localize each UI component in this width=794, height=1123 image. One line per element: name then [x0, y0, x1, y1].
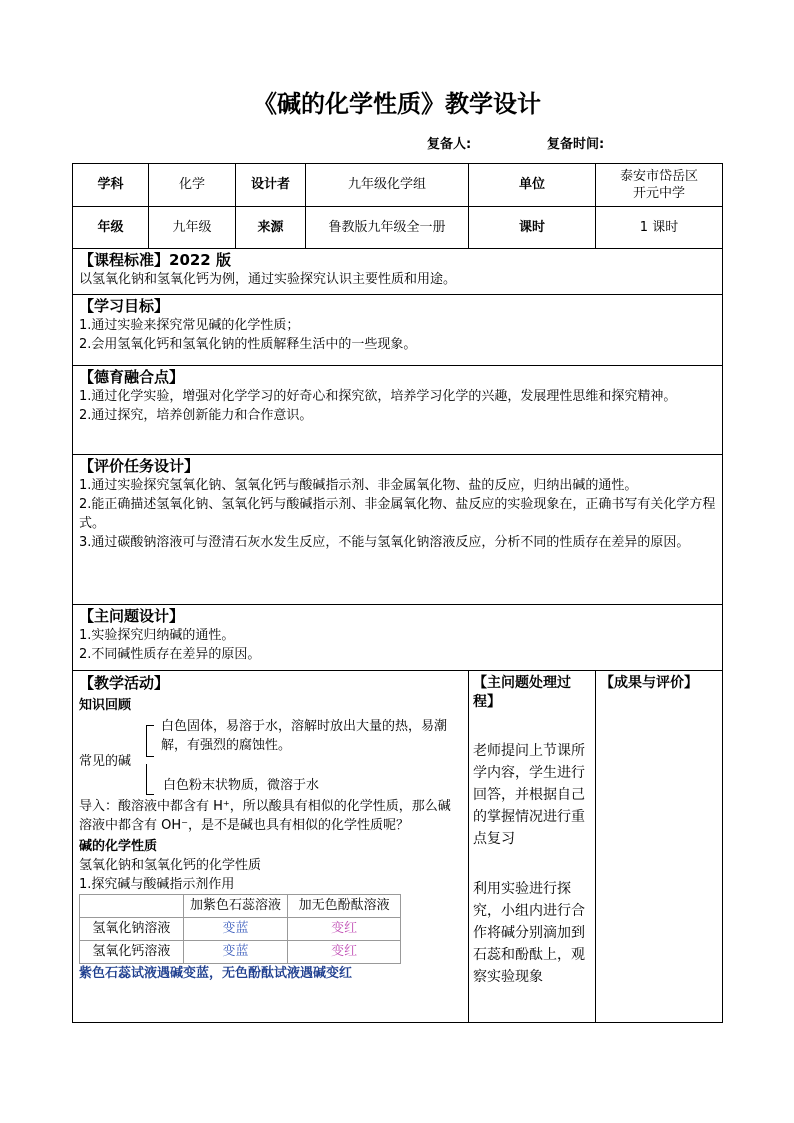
intro-text: 导入：酸溶液中都含有 H⁺，所以酸具有相似的化学性质，那么碱溶液中都含有 OH⁻，是不是碱也具有相似的化学性质呢？: [79, 799, 451, 833]
naoh-description: 白色固体，易溶于水，溶解时放出大量的热，易潮解，有强烈的腐蚀性。: [161, 719, 448, 753]
source-value: 鲁教版九年级全一册: [306, 207, 469, 249]
evaluation-item: 1.通过实验探究氢氧化钠、氢氧化钙与酸碱指示剂、非金属氧化物、盐的反应，归纳出碱的通性。: [79, 478, 638, 493]
indicator-result-table: [79, 894, 401, 964]
result-cell: [596, 671, 723, 1023]
preparer-label: 复备人:: [427, 137, 472, 152]
moral-item: 1.通过化学实验，增强对化学学习的好奇心和探究欲，培养学习化学的兴趣，发展理性思维和探究精神。: [79, 389, 677, 404]
moral-education-section: [73, 366, 723, 455]
moral-item: 2.通过探究，培养创新能力和合作意识。: [79, 408, 313, 423]
designer-label: 设计者: [236, 164, 306, 207]
course-standard-text: 以氢氧化钠和氢氧化钙为例，通过实验探究认识主要性质和用途。: [79, 272, 457, 287]
grade-label: 年级: [73, 207, 149, 249]
review-title: 知识回顾: [79, 698, 132, 713]
phenolphthalein-result: 变红: [288, 918, 401, 941]
source-label: 来源: [236, 207, 306, 249]
common-base-label: 常见的碱: [79, 754, 132, 769]
litmus-result: 变蓝: [183, 941, 288, 964]
main-question-heading: 【主问题设计】: [79, 607, 185, 625]
props-title: 碱的化学性质: [79, 839, 158, 854]
teaching-activity-cell: [73, 671, 469, 1023]
moral-education-heading: 【德育融合点】: [79, 368, 185, 386]
caoh-description: 白色粉末状物质，微溶于水: [163, 778, 320, 793]
lesson-plan-table: [72, 163, 723, 1023]
subject-label: 学科: [73, 164, 149, 207]
base-overview: [73, 717, 468, 797]
course-standard-heading: 【课程标准】2022 版: [79, 251, 231, 269]
learning-goals-section: [73, 295, 723, 366]
question-item: 1.实验探究归纳碱的通性。: [79, 628, 235, 643]
process-experiment-text: 利用实验进行探究，小组内进行合作将碱分别滴加到石蕊和酚酞上，观察实验现象: [473, 881, 585, 985]
process-cell: [469, 671, 596, 1023]
phenolphthalein-result: 变红: [288, 941, 401, 964]
teaching-activity-heading: 【教学活动】: [79, 674, 170, 692]
litmus-result: 变蓝: [183, 918, 288, 941]
goal-item: 1.通过实验来探究常见碱的化学性质；: [79, 318, 300, 333]
learning-goals-heading: 【学习目标】: [79, 297, 170, 315]
question-item: 2.不同碱性质存在差异的原因。: [79, 647, 261, 662]
result-heading: 【成果与评价】: [600, 675, 698, 691]
prep-time-label: 复备时间:: [547, 137, 605, 152]
process-review-text: 老师提问上节课所学内容，学生进行回答，并根据自己的掌握情况进行重点复习: [473, 743, 585, 847]
indicator-row-label: 氢氧化钠溶液: [80, 918, 184, 941]
unit-label: 单位: [469, 164, 596, 207]
period-label: 课时: [469, 207, 596, 249]
evaluation-heading: 【评价任务设计】: [79, 457, 200, 475]
grade-value: 九年级: [149, 207, 236, 249]
goal-item: 2.会用氢氧化钙和氢氧化钠的性质解释生活中的一些现象。: [79, 337, 417, 352]
brace-top-line: [146, 725, 154, 757]
period-value: 1 课时: [596, 207, 723, 249]
page-title: 《碱的化学性质》教学设计: [253, 89, 541, 118]
props-subtitle: 氢氧化钠和氢氧化钙的化学性质: [79, 858, 262, 873]
evaluation-item: 2.能正确描述氢氧化钠、氢氧化钙与酸碱指示剂、非金属氧化物、盐反应的实验现象在，正确书写有关化学方程式。: [79, 497, 716, 531]
indicator-header-blank: [80, 895, 184, 918]
experiment-1-title: 1.探究碱与酸碱指示剂作用: [79, 877, 235, 892]
indicator-header-litmus: 加紫色石蕊溶液: [183, 895, 288, 918]
evaluation-section: [73, 455, 723, 605]
indicator-header-phenolphthalein: 加无色酚酞溶液: [288, 895, 401, 918]
main-question-section: [73, 605, 723, 671]
indicator-row-label: 氢氧化钙溶液: [80, 941, 184, 964]
evaluation-item: 3.通过碳酸钠溶液可与澄清石灰水发生反应，不能与氢氧化钠溶液反应，分析不同的性质存在差异的原因。: [79, 535, 690, 550]
designer-value: 九年级化学组: [306, 164, 469, 207]
indicator-conclusion: 紫色石蕊试液遇碱变蓝，无色酚酞试液遇碱变红: [79, 966, 353, 981]
brace-bottom-line: [146, 764, 154, 795]
process-heading: 【主问题处理过程】: [473, 675, 571, 710]
subject-value: 化学: [149, 164, 236, 207]
course-standard-section: [73, 249, 723, 295]
unit-value: 泰安市岱岳区开元中学: [596, 164, 723, 207]
